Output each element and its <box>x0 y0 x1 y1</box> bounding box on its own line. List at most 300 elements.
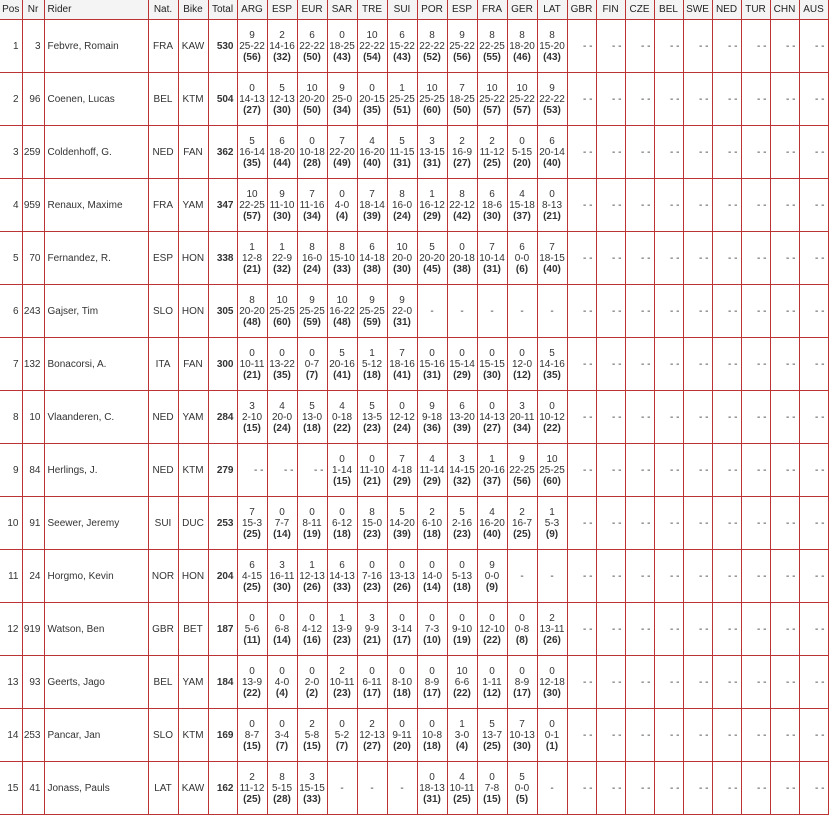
position-cell: 10 <box>0 497 22 550</box>
bonus-points: 5 <box>249 135 255 147</box>
empty-result-cell: - - <box>567 73 596 126</box>
race-result-cell <box>267 550 297 603</box>
race-points: (30) <box>543 687 561 699</box>
empty-result-cell: - - <box>770 20 799 73</box>
bonus-points: 8 <box>549 29 555 41</box>
race-points: (43) <box>333 51 351 63</box>
bonus-points: 0 <box>429 665 435 677</box>
race-points: (26) <box>393 581 411 593</box>
table-row[interactable] <box>0 338 828 391</box>
table-row[interactable] <box>0 285 828 338</box>
bonus-points: 0 <box>249 718 255 730</box>
race-points: (28) <box>273 793 291 805</box>
race-result-cell <box>387 338 417 391</box>
bonus-points: 0 <box>339 188 345 200</box>
table-row[interactable] <box>0 603 828 656</box>
race-points: (23) <box>363 422 381 434</box>
heat-scores: 3-14 <box>391 623 412 635</box>
heat-scores: 12-12 <box>389 411 415 423</box>
empty-result-cell: - - <box>596 497 625 550</box>
column-header[interactable]: ARG <box>237 0 267 20</box>
race-result-cell <box>237 391 267 444</box>
bike-cell: KTM <box>178 444 208 497</box>
column-header[interactable]: SUI <box>387 0 417 20</box>
column-header[interactable]: LAT <box>537 0 567 20</box>
heat-scores: 5-15 <box>511 146 532 158</box>
empty-result-cell: - - <box>799 709 828 762</box>
race-result-cell <box>477 179 507 232</box>
race-points: (59) <box>363 316 381 328</box>
empty-result-cell: - - <box>654 497 683 550</box>
race-points: (17) <box>393 634 411 646</box>
race-result-cell <box>267 497 297 550</box>
race-points: (35) <box>543 369 561 381</box>
empty-result-cell: - - <box>625 497 654 550</box>
heat-scores: 18-13 <box>419 782 445 794</box>
race-points: (33) <box>333 581 351 593</box>
bike-cell: YAM <box>178 391 208 444</box>
race-result-cell <box>297 126 327 179</box>
race-result-cell <box>537 232 567 285</box>
race-points: (30) <box>513 740 531 752</box>
empty-result-cell: - - <box>596 603 625 656</box>
empty-result-cell: - - <box>741 179 770 232</box>
bonus-points: 2 <box>549 612 555 624</box>
total-points: 279 <box>208 444 237 497</box>
rider-name: Coldenhoff, G. <box>44 126 148 179</box>
position-cell: 3 <box>0 126 22 179</box>
table-row[interactable] <box>0 391 828 444</box>
column-header[interactable]: GER <box>507 0 537 20</box>
empty-result-cell: - - <box>654 285 683 338</box>
bonus-points: 0 <box>309 506 315 518</box>
bonus-points: 0 <box>519 347 525 359</box>
column-header[interactable]: CHN <box>770 0 799 20</box>
total-points: 504 <box>208 73 237 126</box>
table-row[interactable] <box>0 73 828 126</box>
table-row[interactable] <box>0 20 828 73</box>
race-points: (28) <box>303 157 321 169</box>
race-points: (22) <box>543 422 561 434</box>
bonus-points: 10 <box>276 294 288 306</box>
race-points: (41) <box>393 369 411 381</box>
race-result-cell <box>357 656 387 709</box>
rider-name: Gajser, Tim <box>44 285 148 338</box>
heat-scores: 25-25 <box>299 305 325 317</box>
race-points: (22) <box>333 422 351 434</box>
nationality-cell: ITA <box>148 338 178 391</box>
number-cell: 10 <box>22 391 44 444</box>
bonus-points: 0 <box>339 718 345 730</box>
bonus-points: 6 <box>249 559 255 571</box>
race-result-cell <box>327 20 357 73</box>
race-points: (41) <box>333 369 351 381</box>
heat-scores: 14-20 <box>389 517 415 529</box>
empty-result-cell: - - <box>712 338 741 391</box>
bonus-points: 10 <box>396 241 408 253</box>
race-result-cell <box>537 497 567 550</box>
table-row[interactable] <box>0 762 828 815</box>
race-points: (40) <box>543 263 561 275</box>
race-points: (22) <box>243 687 261 699</box>
race-points: (43) <box>393 51 411 63</box>
column-header[interactable]: FRA <box>477 0 507 20</box>
race-points: (29) <box>423 475 441 487</box>
bonus-points: 10 <box>336 294 348 306</box>
table-row[interactable] <box>0 709 828 762</box>
empty-result-cell: - - <box>741 391 770 444</box>
bonus-points: 2 <box>519 506 525 518</box>
heat-scores: 18-20 <box>269 146 295 158</box>
empty-result-cell: - - <box>683 391 712 444</box>
race-points: (55) <box>483 51 501 63</box>
race-points: (18) <box>423 528 441 540</box>
race-points: (4) <box>455 740 469 752</box>
empty-result-cell: - - <box>596 285 625 338</box>
bonus-points: 3 <box>279 559 285 571</box>
race-result-cell <box>297 179 327 232</box>
heat-scores: 6-11 <box>362 676 382 688</box>
bonus-points: 5 <box>309 400 315 412</box>
empty-result-cell: - - <box>625 550 654 603</box>
race-result-cell <box>297 20 327 73</box>
bonus-points: 1 <box>249 241 255 253</box>
number-cell: 259 <box>22 126 44 179</box>
bonus-points: 8 <box>309 241 315 253</box>
race-points: (21) <box>363 475 381 487</box>
heat-scores: 8-7 <box>244 729 260 741</box>
column-header[interactable]: EUR <box>297 0 327 20</box>
column-header[interactable]: POR <box>417 0 447 20</box>
column-header[interactable]: TRE <box>357 0 387 20</box>
race-points: (24) <box>393 210 411 222</box>
race-points: (38) <box>453 263 471 275</box>
position-cell: 4 <box>0 179 22 232</box>
race-points: (38) <box>363 263 381 275</box>
race-result-cell <box>297 550 327 603</box>
race-result-cell <box>237 550 267 603</box>
race-result-cell <box>357 232 387 285</box>
heat-scores: 8-11 <box>302 517 322 529</box>
heat-scores: 8-9 <box>514 676 530 688</box>
heat-scores: 25-25 <box>539 464 565 476</box>
race-points: (26) <box>303 581 321 593</box>
column-header[interactable]: Nr <box>22 0 44 20</box>
bonus-points: 0 <box>399 559 405 571</box>
table-row[interactable] <box>0 497 828 550</box>
heat-scores: 11-15 <box>389 146 415 158</box>
race-points: (32) <box>273 263 291 275</box>
empty-result-cell: - <box>357 762 387 815</box>
heat-scores: 20-16 <box>329 358 355 370</box>
column-header[interactable]: AUS <box>799 0 828 20</box>
bonus-points: 2 <box>429 506 435 518</box>
empty-result-cell: - - <box>625 656 654 709</box>
race-result-cell <box>537 126 567 179</box>
race-result-cell <box>447 179 477 232</box>
column-header[interactable]: Total <box>208 0 237 20</box>
bonus-points: 3 <box>519 400 525 412</box>
empty-result-cell: - - <box>654 656 683 709</box>
heat-scores: 16-7 <box>511 517 532 529</box>
empty-result-cell: - - <box>596 126 625 179</box>
heat-scores: 20-20 <box>299 93 325 105</box>
race-result-cell <box>477 20 507 73</box>
nationality-cell: FRA <box>148 20 178 73</box>
race-result-cell <box>447 391 477 444</box>
empty-result-cell: - - <box>741 444 770 497</box>
race-points: (31) <box>423 793 441 805</box>
bonus-points: 2 <box>279 29 285 41</box>
bonus-points: 5 <box>429 241 435 253</box>
race-points: (31) <box>423 157 441 169</box>
race-result-cell <box>537 603 567 656</box>
heat-scores: 13-9 <box>241 676 262 688</box>
empty-result-cell: - <box>387 762 417 815</box>
bonus-points: 0 <box>489 612 495 624</box>
heat-scores: 6-12 <box>331 517 352 529</box>
bonus-points: 0 <box>429 771 435 783</box>
bike-cell: FAN <box>178 338 208 391</box>
heat-scores: 22-25 <box>239 199 265 211</box>
column-header[interactable]: Rider <box>44 0 148 20</box>
heat-scores: 13-20 <box>449 411 475 423</box>
bonus-points: 8 <box>279 771 285 783</box>
race-result-cell <box>297 497 327 550</box>
empty-result-cell: - - <box>625 338 654 391</box>
race-points: (37) <box>483 475 501 487</box>
empty-result-cell: - - <box>770 550 799 603</box>
bonus-points: 3 <box>249 400 255 412</box>
race-result-cell <box>267 20 297 73</box>
heat-scores: 25-25 <box>359 305 385 317</box>
empty-result-cell: - <box>537 285 567 338</box>
empty-result-cell: - - <box>567 497 596 550</box>
bonus-points: 5 <box>399 506 405 518</box>
heat-scores: 22-22 <box>299 40 325 52</box>
column-header[interactable]: TUR <box>741 0 770 20</box>
empty-result-cell: - - <box>712 656 741 709</box>
bonus-points: 10 <box>246 188 258 200</box>
heat-scores: 18-20 <box>509 40 535 52</box>
column-header[interactable]: SAR <box>327 0 357 20</box>
race-result-cell <box>267 603 297 656</box>
heat-scores: 5-6 <box>244 623 260 635</box>
race-result-cell <box>387 550 417 603</box>
race-points: (25) <box>483 157 501 169</box>
race-result-cell <box>387 73 417 126</box>
table-row[interactable] <box>0 656 828 709</box>
table-row[interactable] <box>0 444 828 497</box>
race-points: (24) <box>393 422 411 434</box>
column-header[interactable]: FIN <box>596 0 625 20</box>
heat-scores: 25-22 <box>509 93 535 105</box>
race-result-cell <box>327 656 357 709</box>
column-header[interactable]: Nat. <box>148 0 178 20</box>
bonus-points: 7 <box>489 241 495 253</box>
bonus-points: 10 <box>516 82 528 94</box>
nationality-cell: SUI <box>148 497 178 550</box>
heat-scores: 6-6 <box>454 676 470 688</box>
race-points: (53) <box>543 104 561 116</box>
race-result-cell <box>237 126 267 179</box>
race-points: (2) <box>305 687 319 699</box>
bonus-points: 10 <box>546 453 558 465</box>
race-result-cell <box>267 709 297 762</box>
race-points: (4) <box>335 210 349 222</box>
column-header[interactable]: GBR <box>567 0 596 20</box>
race-points: (21) <box>243 263 261 275</box>
race-result-cell <box>477 232 507 285</box>
heat-scores: 0-0 <box>484 570 500 582</box>
table-row[interactable] <box>0 179 828 232</box>
race-points: (31) <box>393 157 411 169</box>
empty-result-cell: - - <box>625 603 654 656</box>
empty-result-cell: - - <box>567 550 596 603</box>
race-result-cell <box>387 709 417 762</box>
bonus-points: 1 <box>399 82 405 94</box>
bonus-points: 0 <box>309 347 315 359</box>
race-result-cell <box>387 285 417 338</box>
empty-result-cell: - - <box>799 179 828 232</box>
column-header[interactable]: Bike <box>178 0 208 20</box>
heat-scores: 22-25 <box>509 464 535 476</box>
column-header[interactable]: BEL <box>654 0 683 20</box>
race-result-cell <box>417 126 447 179</box>
race-points: (21) <box>363 634 381 646</box>
bonus-points: 2 <box>339 665 345 677</box>
bonus-points: 0 <box>519 612 525 624</box>
race-result-cell <box>297 762 327 815</box>
race-result-cell <box>387 20 417 73</box>
heat-scores: 6-8 <box>274 623 290 635</box>
race-points: (40) <box>543 157 561 169</box>
heat-scores: 20-0 <box>271 411 292 423</box>
rider-name: Horgmo, Kevin <box>44 550 148 603</box>
race-points: (10) <box>423 634 441 646</box>
empty-result-cell: - - <box>770 232 799 285</box>
bonus-points: 5 <box>549 347 555 359</box>
column-header[interactable]: ESP <box>267 0 297 20</box>
empty-result-cell: - - <box>741 550 770 603</box>
position-cell: 14 <box>0 709 22 762</box>
table-row[interactable] <box>0 232 828 285</box>
nationality-cell: BEL <box>148 73 178 126</box>
race-result-cell <box>387 603 417 656</box>
race-result-cell <box>237 179 267 232</box>
heat-scores: 8-10 <box>391 676 412 688</box>
position-cell: 13 <box>0 656 22 709</box>
heat-scores: 18-25 <box>449 93 475 105</box>
column-header[interactable]: NED <box>712 0 741 20</box>
empty-result-cell: - - <box>712 20 741 73</box>
empty-result-cell: - - <box>654 603 683 656</box>
heat-scores: 13-7 <box>481 729 502 741</box>
position-cell: 9 <box>0 444 22 497</box>
empty-result-cell: - <box>507 285 537 338</box>
bonus-points: 5 <box>489 718 495 730</box>
empty-result-cell: - - <box>683 126 712 179</box>
race-result-cell <box>447 73 477 126</box>
heat-scores: 15-18 <box>509 199 535 211</box>
race-result-cell <box>387 232 417 285</box>
table-row[interactable] <box>0 550 828 603</box>
race-points: (12) <box>483 687 501 699</box>
race-result-cell <box>417 603 447 656</box>
empty-result-cell: - - <box>567 126 596 179</box>
table-row[interactable] <box>0 126 828 179</box>
race-result-cell <box>357 709 387 762</box>
bonus-points: 7 <box>399 453 405 465</box>
empty-result-cell: - - <box>712 179 741 232</box>
column-header[interactable]: SWE <box>683 0 712 20</box>
race-points: (60) <box>273 316 291 328</box>
bonus-points: 5 <box>369 400 375 412</box>
bonus-points: 0 <box>459 241 465 253</box>
bonus-points: 0 <box>279 665 285 677</box>
heat-scores: 5-13 <box>451 570 472 582</box>
column-header[interactable]: CZE <box>625 0 654 20</box>
empty-result-cell: - - <box>596 179 625 232</box>
empty-result-cell: - - <box>799 126 828 179</box>
race-result-cell <box>357 444 387 497</box>
empty-result-cell: - - <box>654 20 683 73</box>
race-result-cell <box>297 603 327 656</box>
empty-result-cell: - - <box>654 232 683 285</box>
race-points: (40) <box>483 528 501 540</box>
race-result-cell <box>507 709 537 762</box>
bonus-points: 6 <box>489 188 495 200</box>
column-header[interactable]: ESP <box>447 0 477 20</box>
bonus-points: 1 <box>369 347 375 359</box>
empty-result-cell: - - <box>799 497 828 550</box>
column-header[interactable]: Pos <box>0 0 22 20</box>
heat-scores: 10-12 <box>539 411 565 423</box>
race-result-cell <box>297 73 327 126</box>
total-points: 253 <box>208 497 237 550</box>
empty-result-cell: - - <box>683 179 712 232</box>
race-result-cell <box>447 20 477 73</box>
empty-result-cell: - - <box>712 444 741 497</box>
heat-scores: 13-9 <box>331 623 352 635</box>
heat-scores: 14-18 <box>359 252 385 264</box>
bonus-points: 8 <box>489 29 495 41</box>
heat-scores: 11-14 <box>419 464 445 476</box>
position-cell: 15 <box>0 762 22 815</box>
nationality-cell: NED <box>148 444 178 497</box>
race-points: (25) <box>243 528 261 540</box>
heat-scores: 20-20 <box>419 252 445 264</box>
race-points: (18) <box>333 528 351 540</box>
heat-scores: 15-20 <box>539 40 565 52</box>
empty-result-cell: - - <box>741 497 770 550</box>
race-points: (60) <box>543 475 561 487</box>
empty-result-cell: - - <box>770 179 799 232</box>
empty-result-cell: - - <box>770 603 799 656</box>
race-result-cell <box>477 497 507 550</box>
race-result-cell <box>447 603 477 656</box>
rider-name: Seewer, Jeremy <box>44 497 148 550</box>
rider-name: Watson, Ben <box>44 603 148 656</box>
empty-result-cell: - - <box>799 232 828 285</box>
empty-result-cell: - - <box>567 20 596 73</box>
race-result-cell <box>537 179 567 232</box>
heat-scores: 14-13 <box>479 411 505 423</box>
race-points: (45) <box>423 263 441 275</box>
heat-scores: 18-16 <box>389 358 415 370</box>
empty-result-cell: - - <box>625 20 654 73</box>
bonus-points: 0 <box>489 347 495 359</box>
